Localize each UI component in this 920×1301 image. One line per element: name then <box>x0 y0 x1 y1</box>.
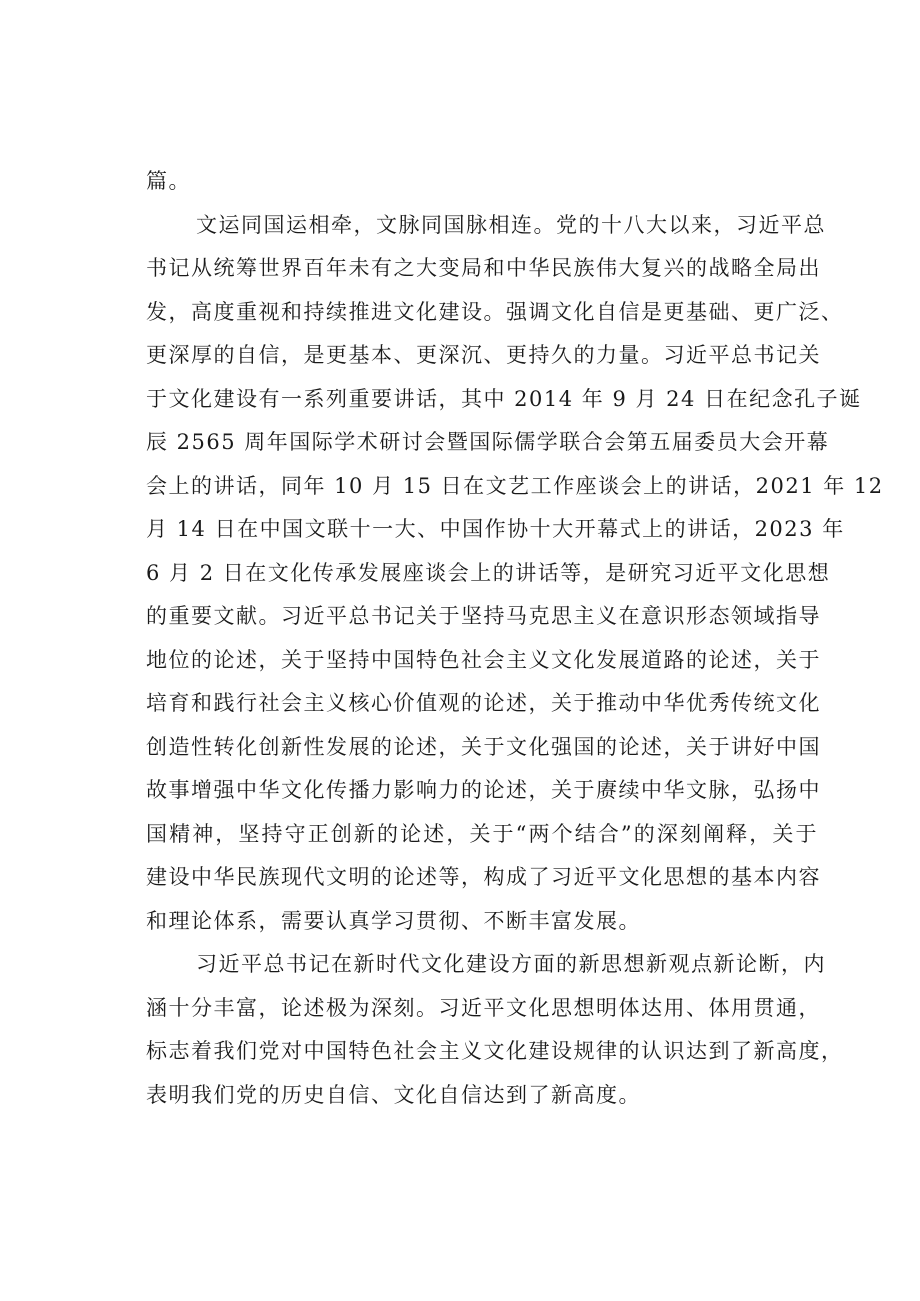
paragraph-first-line: 习近平总书记在新时代文化建设方面的新思想新观点新论断，内 <box>196 952 826 976</box>
document-body <box>146 160 884 1117</box>
text-line: 更深厚的自信，是更基本、更深沉、更持久的力量。习近平总书记关 <box>146 343 821 367</box>
text-line: 故事增强中华文化传播力影响力的论述，关于赓续中华文脉，弘扬中 <box>146 778 821 802</box>
text-line: 会上的讲话，同年 10 月 15 日在文艺工作座谈会上的讲话，2021 年 12 <box>146 473 884 498</box>
paragraph-last-line: 表明我们党的历史自信、文化自信达到了新高度。 <box>146 1082 641 1107</box>
text-line: 书记从统筹世界百年未有之大变局和中华民族伟大复兴的战略全局出 <box>146 256 821 280</box>
text-line: 辰 2565 周年国际学术研讨会暨国际儒学联合会第五届委员大会开幕 <box>146 430 830 454</box>
text-line: 国精神，坚持守正创新的论述，关于“两个结合”的深刻阐释，关于 <box>146 821 818 846</box>
text-line: 于文化建设有一系列重要讲话，其中 2014 年 9 月 24 日在纪念孔子诞 <box>146 386 862 411</box>
paragraph-last-line: 和理论体系，需要认真学习贯彻、不断丰富发展。 <box>146 908 641 933</box>
text-line: 地位的论述，关于坚持中国特色社会主义文化发展道路的论述，关于 <box>146 647 821 672</box>
text-line: 篇。 <box>146 169 191 193</box>
text-line: 发，高度重视和持续推进文化建设。强调文化自信是更基础、更广泛、 <box>146 299 844 324</box>
text-line: 标志着我们党对中国特色社会主义文化建设规律的认识达到了新高度， <box>146 1039 844 1063</box>
text-line: 月 14 日在中国文联十一大、中国作协十大开幕式上的讲话，2023 年 <box>146 517 845 541</box>
text-line: 6 月 2 日在文化传承发展座谈会上的讲话等，是研究习近平文化思想 <box>146 560 831 585</box>
paragraph-first-line: 文运同国运相牵，文脉同国脉相连。党的十八大以来，习近平总 <box>196 212 826 237</box>
text-line: 建设中华民族现代文明的论述等，构成了习近平文化思想的基本内容 <box>146 865 821 889</box>
text-line: 培育和践行社会主义核心价值观的论述，关于推动中华优秀传统文化 <box>146 691 821 715</box>
text-line: 的重要文献。习近平总书记关于坚持马克思主义在意识形态领域指导 <box>146 604 821 628</box>
text-line: 创造性转化创新性发展的论述，关于文化强国的论述，关于讲好中国 <box>146 734 821 759</box>
text-line: 涵十分丰富，论述极为深刻。习近平文化思想明体达用、体用贯通， <box>146 995 821 1020</box>
